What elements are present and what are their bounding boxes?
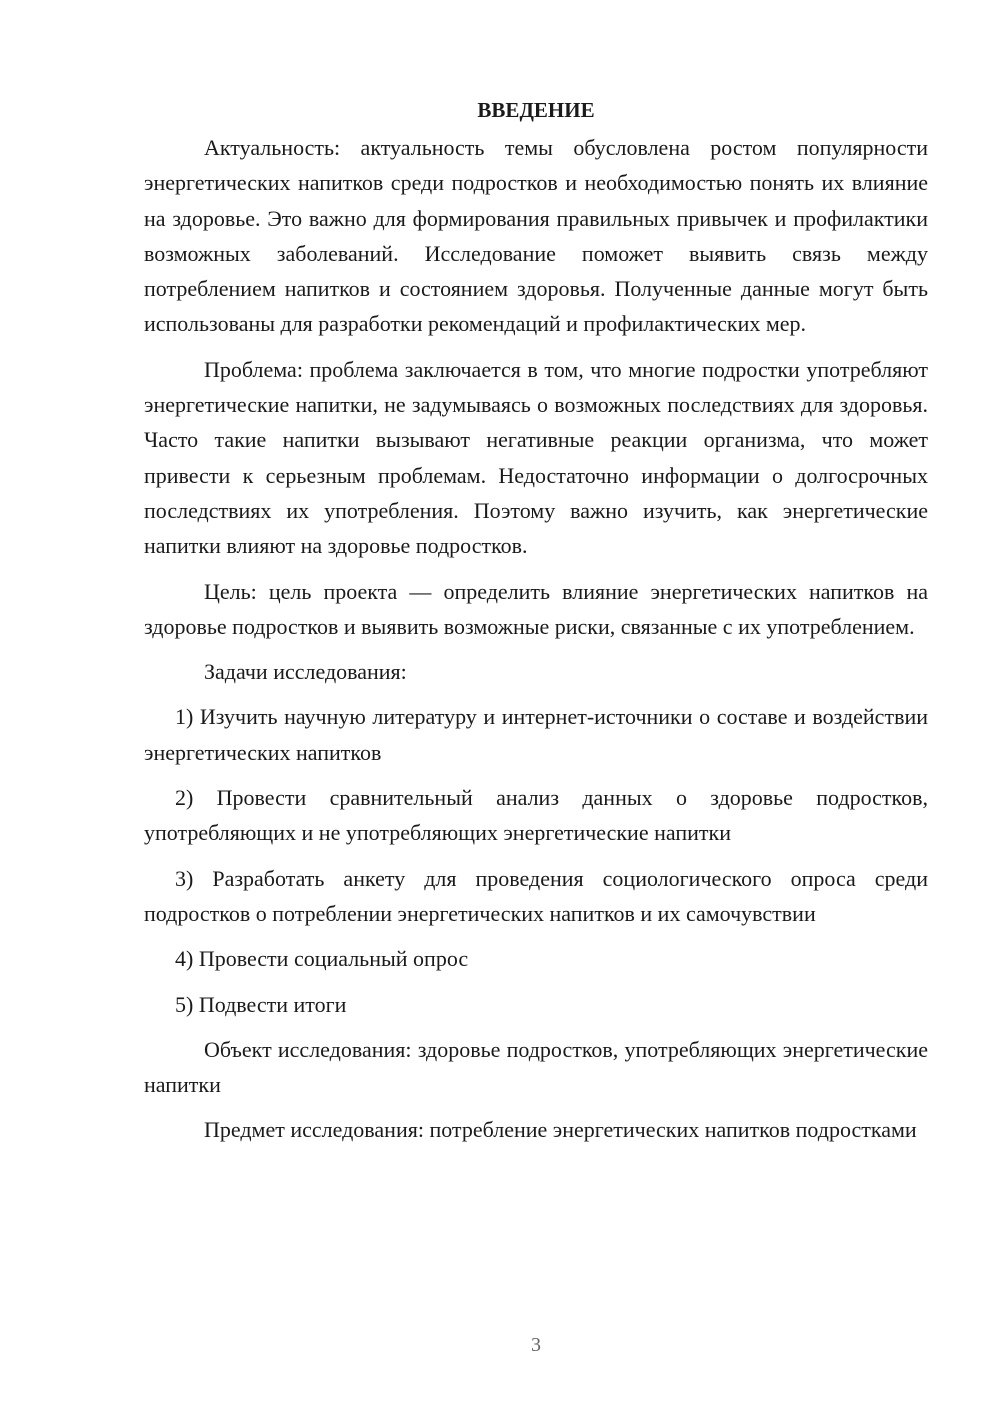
- tasks-list: [144, 699, 928, 1021]
- list-item: 1) Изучить научную литературу и интернет-источники о составе и воздействии энергетических напитков: [144, 704, 928, 765]
- goal-paragraph: Цель: цель проекта — определить влияние энергетических напитков на здоровье подростков и выявить возможные риски, связанные с их употреблением.: [144, 578, 928, 639]
- subject-paragraph: Предмет исследования: потребление энергетических напитков подростками: [204, 1117, 917, 1143]
- object-paragraph: Объект исследования: здоровье подростков, употребляющих энергетические напитки: [144, 1036, 928, 1098]
- document-page: [144, 92, 928, 1158]
- problem-paragraph: Проблема: проблема заключается в том, что многие подростки употребляют энергетические напитки, не задумываясь о возможных последствиях для здоровья. Часто такие напитки вызывают негативные реакции организма, что может привести к серьезным проблемам. Недостаточно информации о долгосрочных последствиях их употребления. Поэтому важно изучить, как энергетические напитки влияют на здоровье подростков.: [144, 356, 928, 559]
- page-title: ВВЕДЕНИЕ: [477, 98, 595, 122]
- list-item: 5) Подвести итоги: [175, 991, 347, 1017]
- list-item: 2) Провести сравнительный анализ данных о здоровье подростков, употребляющих и не употребляющих энергетические напитки: [144, 785, 928, 846]
- tasks-heading: Задачи исследования:: [204, 659, 407, 685]
- page-number: 3: [531, 1334, 541, 1356]
- relevance-paragraph: Актуальность: актуальность темы обусловлена ростом популярности энергетических напитков среди подростков и необходимостью понять их влияние на здоровье. Это важно для формирования правильных привычек и профилактики возможных заболеваний. Исследование поможет выявить связь между потреблением напитков и состоянием здоровья. Полученные данные могут быть использованы для разработки рекомендаций и профилактических мер.: [144, 135, 928, 337]
- list-item: 4) Провести социальный опрос: [175, 946, 469, 972]
- list-item: 3) Разработать анкету для проведения социологического опроса среди подростков о потреблении энергетических напитков и их самочувствии: [144, 865, 928, 926]
